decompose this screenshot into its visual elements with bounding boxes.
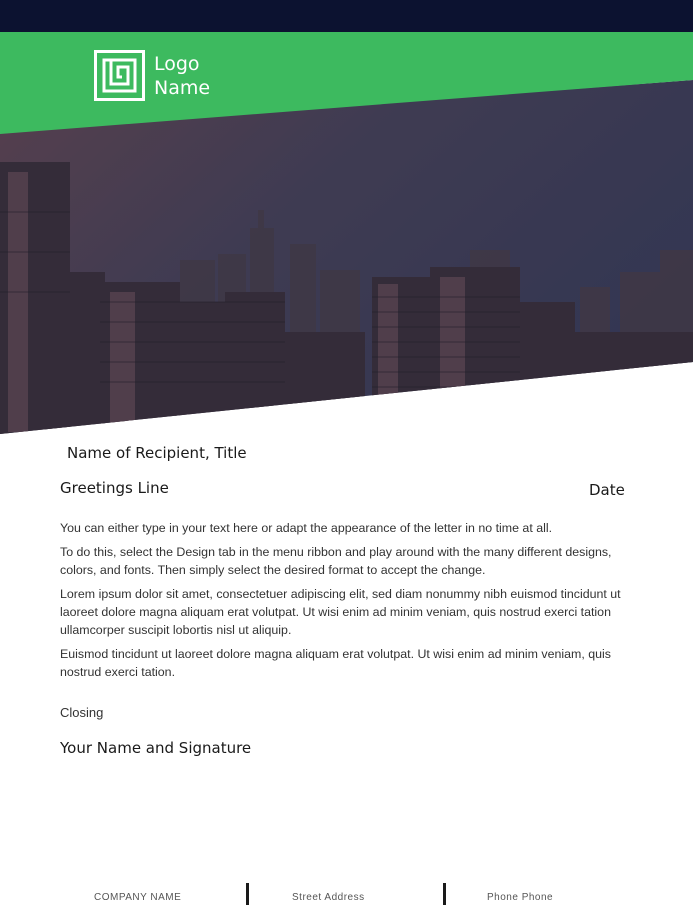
date: Date: [589, 481, 625, 499]
body-paragraph: You can either type in your text here or adapt the appearance of the letter in no time at all.: [60, 521, 553, 535]
footer-divider: [443, 883, 446, 905]
signature-line: Your Name and Signature: [60, 739, 252, 757]
footer-phone: Phone Phone: [487, 892, 554, 903]
body-paragraph: Euismod tincidunt ut laoreet dolore magna aliquam erat volutpat. Ut wisi enim ad minim veniam, quis nostrud exerci tation.: [60, 647, 611, 679]
maze-square-icon: [94, 50, 145, 101]
footer-company: COMPANY NAME: [94, 892, 182, 903]
recipient-line: Name of Recipient, Title: [67, 444, 247, 462]
footer-divider: [246, 883, 249, 905]
closing: Closing: [60, 705, 104, 720]
footer: [0, 878, 693, 903]
logo-name-line2: Name: [154, 76, 211, 99]
body-paragraph: To do this, select the Design tab in the menu ribbon and play around with the many different designs, colors, and fonts. Then simply select the desired format to accept the change.: [60, 545, 612, 577]
letter-body: [60, 519, 630, 687]
logo-name-line1: Logo: [154, 52, 200, 75]
top-bar: [0, 0, 693, 32]
footer-address: Street Address: [292, 892, 365, 903]
logo: [94, 50, 210, 101]
body-paragraph: Lorem ipsum dolor sit amet, consectetuer adipiscing elit, sed diam nonummy nibh euismod tincidunt ut laoreet dolore magna aliquam erat volutpat. Ut wisi enim ad minim veniam, quis nostrud exerci tation ullamcorper suscipit lobortis nisl ut aliquip.: [60, 587, 621, 637]
greeting-line: Greetings Line: [60, 479, 169, 497]
header-banner: [0, 32, 693, 442]
